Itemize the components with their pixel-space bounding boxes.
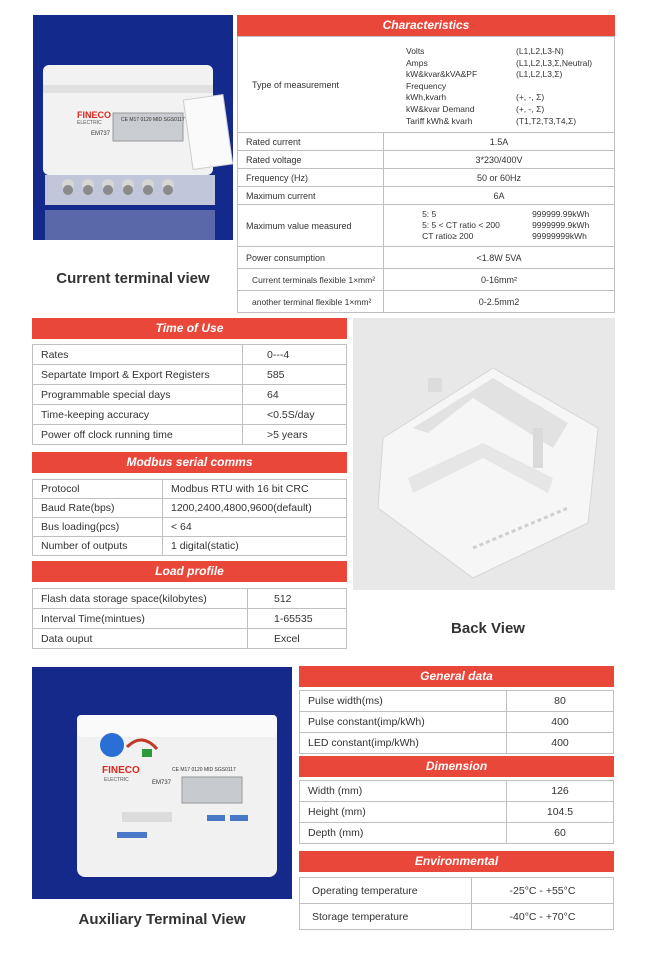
meter-front-image [33,15,233,240]
table-row [238,37,615,133]
table-row: Power off clock running time >5 years [33,425,347,445]
modbus-table [32,479,347,556]
table-row: another terminal flexible 1×mm² 0-2.5mm2 [238,291,615,313]
load-profile-table [32,588,347,649]
measurement-label: Type of measurement [252,80,340,90]
list-item: 5: 5 < CT ratio < 200 9999999.9kWh [422,220,590,230]
table-row: Storage temperature -40°C - +70°C [300,904,614,930]
time-of-use-header: Time of Use [32,318,347,339]
characteristics-table [237,36,615,313]
dimension-section [299,756,614,844]
back-view-photo [353,318,615,590]
brand-logo: FINECO [77,110,112,120]
table-row: Rates 0---4 [33,345,347,365]
table-row: Number of outputs 1 digital(static) [33,537,347,556]
list-item: CT ratio≥ 200 99999999kWh [422,231,587,241]
model-label: EM737 [91,131,111,137]
table-row: Time-keeping accuracy <0.5S/day [33,405,347,425]
table-row: LED constant(imp/kWh) 400 [300,733,614,754]
dimension-table [299,780,614,844]
time-of-use-section [32,318,347,445]
list-item: kWh,kvarh (+, -, Σ) [406,92,545,103]
table-row: Rated current 1.5A [238,133,615,151]
table-row: Maximum value measured 5: 5 999999.99kWh 5: 5 < CT ratio < 200 9999999.9kWh CT ratio≥ 200 99999999kWh [238,205,615,247]
list-item: 5: 5 999999.99kWh [422,209,590,219]
modbus-section [32,452,347,556]
list-item: Amps (L1,L2,L3,Σ,Neutral) [406,57,593,68]
table-row: Rated voltage 3*230/400V [238,151,615,169]
table-row: Flash data storage space(kilobytes) 512 [33,589,347,609]
auxiliary-terminal-caption: Auxiliary Terminal View [78,911,246,928]
brand-subtitle: ELECTRIC [104,777,129,783]
table-row: Height (mm) 104.5 [300,802,614,823]
table-row: Current terminals flexible 1×mm² 0-16mm² [238,269,615,291]
list-item: kW&kvar Demand (+, -, Σ) [406,103,545,114]
auxiliary-terminal-photo [32,667,292,899]
modbus-header: Modbus serial comms [32,452,347,473]
meter-back-image [353,318,615,590]
table-row: Maximum current 6A [238,187,615,205]
current-terminal-caption: Current terminal view [56,270,210,287]
characteristics-header: Characteristics [237,15,615,36]
table-row: Protocol Modbus RTU with 16 bit CRC [33,480,347,499]
measurement-list [406,46,611,127]
load-profile-section [32,561,347,649]
general-data-section [299,666,614,754]
table-row: Operating temperature -25°C - +55°C [300,878,614,904]
table-row: Interval Time(mintues) 1-65535 [33,609,347,629]
general-data-header: General data [299,666,614,687]
table-row: Frequency (Hz) 50 or 60Hz [238,169,615,187]
table-row: Power consumption <1.8W 5VA [238,247,615,269]
table-row: Baud Rate(bps) 1200,2400,4800,9600(default) [33,499,347,518]
table-row: Width (mm) 126 [300,781,614,802]
characteristics-section [237,15,615,313]
environmental-header: Environmental [299,851,614,872]
table-row: Depth (mm) 60 [300,823,614,844]
table-row: Data ouput Excel [33,629,347,649]
brand-logo: FINECO [102,765,140,776]
dimension-header: Dimension [299,756,614,777]
load-profile-header: Load profile [32,561,347,582]
list-item: Tariff kWh& kvarh (T1,T2,T3,T4,Σ) [406,115,577,126]
list-item: Frequency [406,80,447,91]
table-row: Bus loading(pcs) < 64 [33,518,347,537]
model-label: EM737 [152,780,172,786]
table-row: Pulse width(ms) 80 [300,691,614,712]
back-view-caption: Back View [451,620,525,637]
list-item: Volts (L1,L2,L3-N) [406,46,564,56]
current-terminal-photo [33,15,233,240]
certification-label: CE M17 0120 MID SGS0117 [121,117,185,123]
time-of-use-table [32,344,347,445]
certification-label: CE M17 0120 MID SGS0117 [172,767,236,773]
general-data-table [299,690,614,754]
environmental-table [299,877,614,930]
list-item: kW&kvar&kVA&PF (L1,L2,L3,Σ) [406,69,563,80]
table-row: Programmable special days 64 [33,385,347,405]
max-value-cell [384,205,615,247]
table-row: Pulse constant(imp/kWh) 400 [300,712,614,733]
table-row: Separtate Import & Export Registers 585 [33,365,347,385]
brand-subtitle: ELECTRIC [77,120,102,126]
environmental-section [299,851,614,930]
